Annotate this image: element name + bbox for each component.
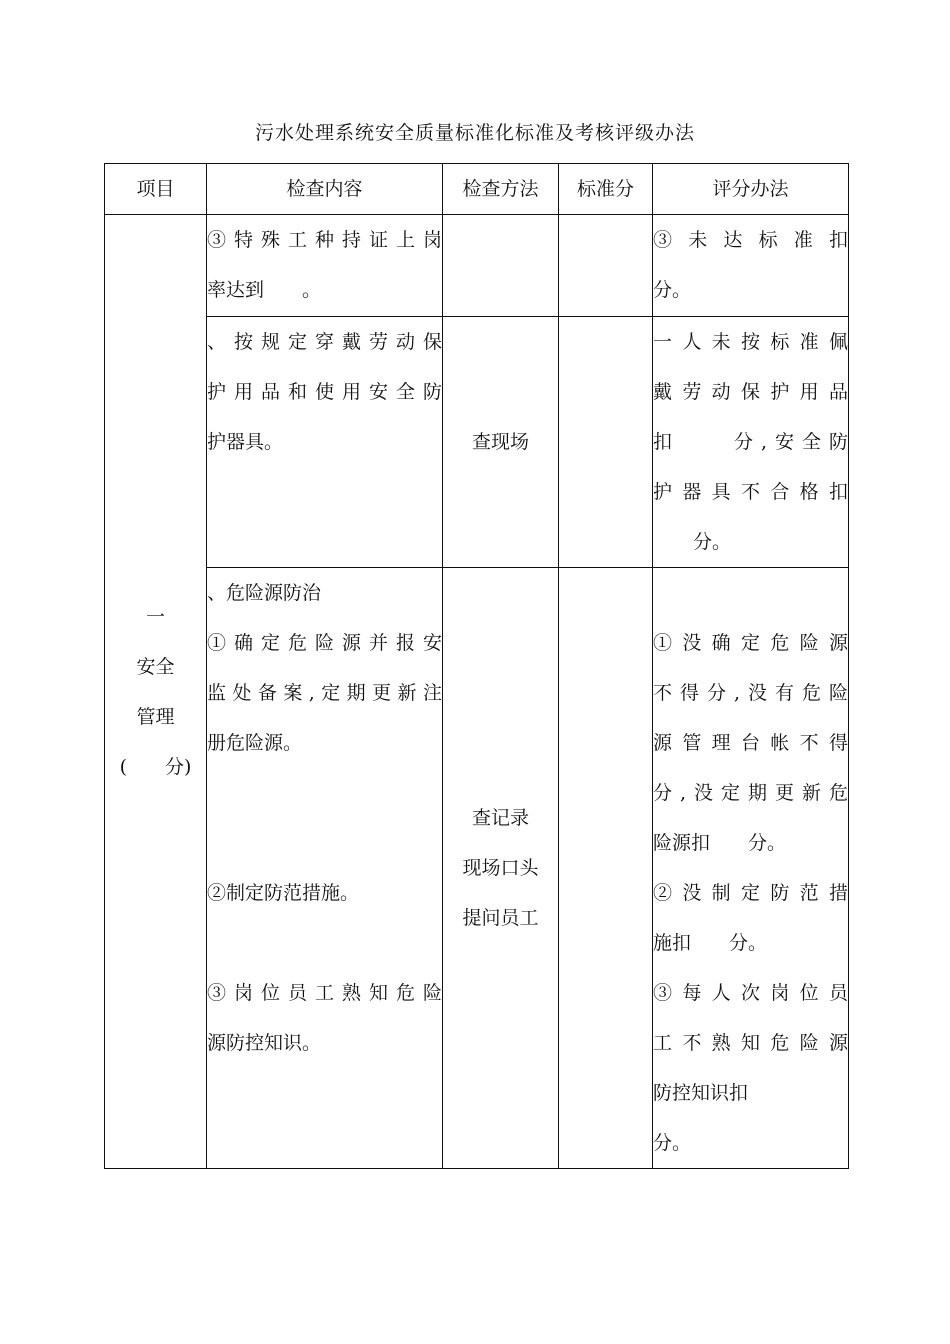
table-row bbox=[105, 215, 849, 317]
row3-content: 、危险源防治 ①确定危险源并报安 监处备案,定期更新注 册危险源。 ②制定防范措施。 ③岗位员工熟知危险 源防控知识。 bbox=[207, 568, 443, 1169]
header-score: 标准分 bbox=[559, 164, 653, 215]
row2-method: 查现场 bbox=[443, 317, 559, 568]
header-item: 项目 bbox=[105, 164, 207, 215]
row1-method bbox=[443, 215, 559, 317]
row3-score bbox=[559, 568, 653, 1169]
item-cell bbox=[105, 215, 207, 1169]
table-header-row bbox=[105, 164, 849, 215]
item-name-2: 管理 bbox=[136, 705, 175, 728]
standards-table bbox=[104, 163, 849, 1169]
page-title: 污水处理系统安全质量标准化标准及考核评级办法 bbox=[254, 122, 695, 144]
item-name-1: 安全 bbox=[136, 655, 175, 678]
header-method: 检查方法 bbox=[443, 164, 559, 215]
row2-score bbox=[559, 317, 653, 568]
item-number: 一 bbox=[145, 605, 165, 628]
row2-content: 、按规定穿戴劳动保 护用品和使用安全防 护器具。 bbox=[207, 317, 443, 568]
row1-rule: ③未达标准扣 分。 bbox=[653, 215, 849, 317]
row3-rule: ①没确定危险源 不得分,没有危险 源管理台帐不得 分,没定期更新危 险源扣 分。 ②没制定防范措 施扣 分。 ③每人次岗位员 工不熟知危险源 防控知识扣 分。 bbox=[653, 568, 849, 1169]
row1-content: ③特殊工种持证上岗 率达到 。 bbox=[207, 215, 443, 317]
row1-score bbox=[559, 215, 653, 317]
table-row bbox=[105, 568, 849, 1169]
header-rule: 评分办法 bbox=[653, 164, 849, 215]
row2-rule: 一人未按标准佩 戴劳动保护用品 扣 分,安全防 护器具不合格扣 分。 bbox=[653, 317, 849, 568]
item-score: ( 分) bbox=[119, 755, 192, 778]
table-row bbox=[105, 317, 849, 568]
header-content: 检查内容 bbox=[207, 164, 443, 215]
row3-method: 查记录 现场口头 提问员工 bbox=[443, 568, 559, 1169]
